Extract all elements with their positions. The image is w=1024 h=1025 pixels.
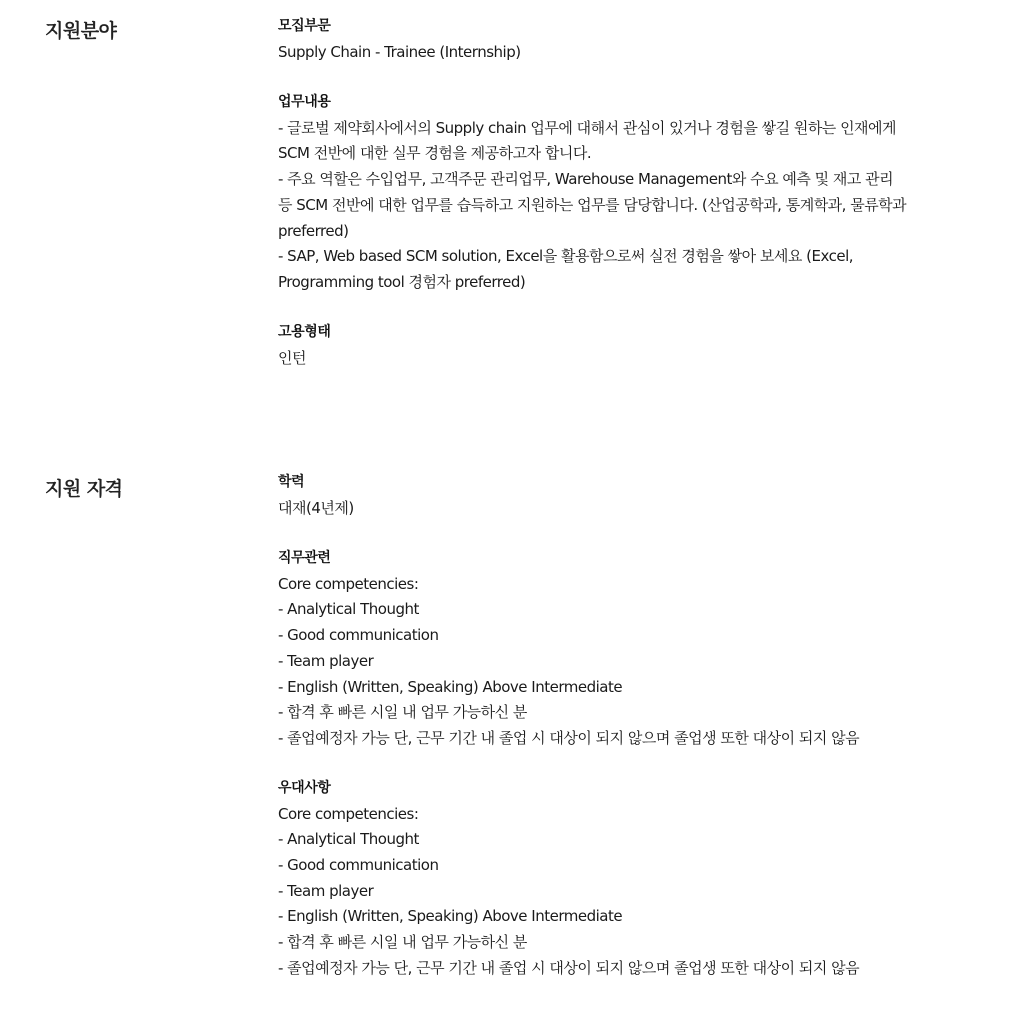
section-title-apply-field: 지원분야 <box>45 20 117 42</box>
field-line: - 주요 역할은 수입업무, 고객주문 관리업무, Warehouse Management와 수요 예측 및 재고 관리 <box>278 170 894 189</box>
section-body-qualification <box>278 472 998 1008</box>
field-line: - 합격 후 빠른 시일 내 업무 가능하신 분 <box>278 933 527 952</box>
field-line: SCM 전반에 대한 실무 경험을 제공하고자 합니다. <box>278 144 592 163</box>
field-line: - SAP, Web based SCM solution, Excel을 활용함으로써 실전 경험을 쌓아 보세요 (Excel, <box>278 247 854 266</box>
field-line: - 졸업예정자 가능 단, 근무 기간 내 졸업 시 대상이 되지 않으며 졸업생 또한 대상이 되지 않음 <box>278 728 860 747</box>
field-label-job-related: 직무관련 <box>278 549 331 566</box>
field-line: - Analytical Thought <box>278 830 419 849</box>
section-title-qualification: 지원 자격 <box>45 478 123 500</box>
field-job-duties <box>278 92 998 296</box>
section-body-apply-field <box>278 16 998 397</box>
field-line: preferred) <box>278 221 349 240</box>
field-employment-type <box>278 322 998 372</box>
field-line: - 글로벌 제약회사에서의 Supply chain 업무에 대해서 관심이 있거나 경험을 쌓길 원하는 인재에게 <box>278 118 897 137</box>
field-label-job-duties: 업무내용 <box>278 93 331 110</box>
field-line: 인턴 <box>278 348 306 367</box>
field-line: - Analytical Thought <box>278 600 419 619</box>
field-label-recruit-division: 모집부문 <box>278 18 331 34</box>
field-line: Core competencies: <box>278 574 419 593</box>
field-line: Supply Chain - Trainee (Internship) <box>278 43 521 61</box>
field-line: 대재(4년제) <box>278 499 354 517</box>
field-label-preferred: 우대사항 <box>278 779 331 796</box>
field-line: - English (Written, Speaking) Above Intermediate <box>278 907 623 926</box>
field-line: Programming tool 경험자 preferred) <box>278 272 526 291</box>
field-recruit-division <box>278 16 998 66</box>
field-label-employment-type: 고용형태 <box>278 323 331 340</box>
field-education <box>278 472 998 522</box>
field-line: - Good communication <box>278 626 439 645</box>
field-line: - 합격 후 빠른 시일 내 업무 가능하신 분 <box>278 703 527 722</box>
field-line: - Team player <box>278 651 374 670</box>
field-line: - 졸업예정자 가능 단, 근무 기간 내 졸업 시 대상이 되지 않으며 졸업생 또한 대상이 되지 않음 <box>278 958 860 977</box>
field-preferred <box>278 778 998 982</box>
field-line: - English (Written, Speaking) Above Intermediate <box>278 677 623 696</box>
field-line: Core competencies: <box>278 804 419 823</box>
field-line: - Good communication <box>278 856 439 875</box>
field-job-related <box>278 548 998 752</box>
field-label-education: 학력 <box>278 474 305 490</box>
field-line: 등 SCM 전반에 대한 업무를 습득하고 지원하는 업무를 담당합니다. (산업공학과, 통계학과, 물류학과 <box>278 195 907 214</box>
field-line: - Team player <box>278 881 374 900</box>
